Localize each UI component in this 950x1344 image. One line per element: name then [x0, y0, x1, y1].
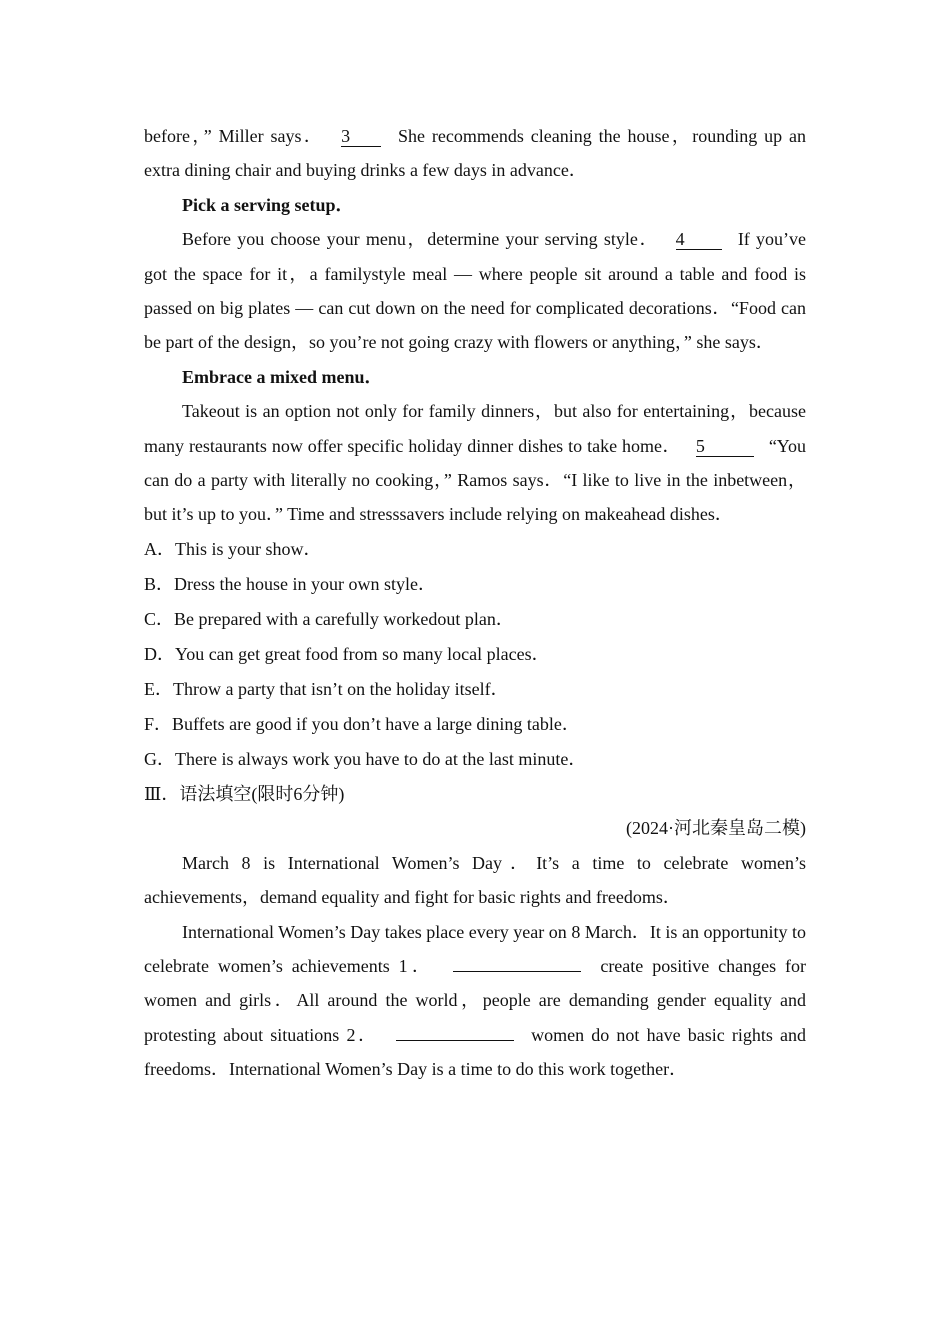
option-c: C．Be prepared with a carefully workedout plan．	[144, 608, 514, 629]
option-d: D．You can get great food from so many local places．	[144, 643, 550, 664]
answer-blank-5: 5	[696, 437, 754, 457]
paragraph-takeout-before: Takeout is an option not only for family dinners，but also for entertaining，because many restaurants now offer specific holiday dinner dishes to take home．	[144, 401, 806, 456]
paragraph-miller-after: She recommends cleaning the house，rounding up an extra dining chair and buying drinks a few days in advance．	[144, 126, 807, 181]
paragraph-takeout-after: “You can do a party with literally no cooking，” Ramos says．“I like to live in the inbetween，but it’s up to you．” Time and stresssavers include relying on makeahead dishes．	[144, 435, 806, 525]
answer-blank-3: 3	[341, 127, 381, 147]
paragraph-blanks-part1: International Women’s Day takes place every year on 8 March．It is an opportunity to celebrate women’s achievements 1．	[144, 921, 806, 976]
paragraph-blanks-part2: create positive changes for women and girls．All around the world，people are demanding gender equality and protesting about situations 2．	[144, 955, 806, 1045]
heading-mixed-menu: Embrace a mixed menu．	[182, 366, 383, 387]
paragraph-miller-before: before，” Miller says．	[144, 126, 325, 146]
section-title-grammar: Ⅲ．语法填空(限时6分钟)	[144, 783, 345, 804]
grammar-blank-1[interactable]	[453, 971, 581, 972]
paragraph-womens-day-blanks	[144, 915, 806, 1087]
grammar-blank-2[interactable]	[396, 1040, 514, 1041]
option-f: F．Buffets are good if you don’t have a large dining table．	[144, 713, 580, 734]
paragraph-serving-style-after: If you’ve got the space for it，a familystyle meal — where people sit around a table and food is passed on big plates — can cut down on the need for complicated decorations．“Food can be part of the design，so you’re not going crazy with flowers or anything，” she says．	[144, 229, 807, 353]
option-a: A．This is your show．	[144, 538, 322, 559]
paragraph-serving-style	[144, 222, 806, 360]
option-g: G．There is always work you have to do at the last minute．	[144, 748, 587, 769]
option-b: B．Dress the house in your own style．	[144, 573, 436, 594]
heading-serving-setup: Pick a serving setup．	[182, 194, 354, 215]
option-e: E．Throw a party that isn’t on the holiday itself．	[144, 678, 509, 699]
answer-blank-4: 4	[676, 230, 722, 250]
paragraph-blanks-part3: women do not have basic rights and freedoms．International Women’s Day is a time to do this work together．	[144, 1024, 807, 1080]
paragraph-womens-day-intro: March 8 is International Women’s Day．It’s a time to celebrate women’s achievements，demand equality and fight for basic rights and freedoms．	[144, 852, 806, 908]
paragraph-takeout	[144, 394, 806, 532]
document-page	[144, 119, 806, 1087]
paragraph-miller	[144, 119, 806, 188]
source-citation: (2024·河北秦皇岛二模)	[626, 818, 806, 839]
paragraph-serving-style-before: Before you choose your menu，determine your serving style．	[182, 229, 660, 250]
